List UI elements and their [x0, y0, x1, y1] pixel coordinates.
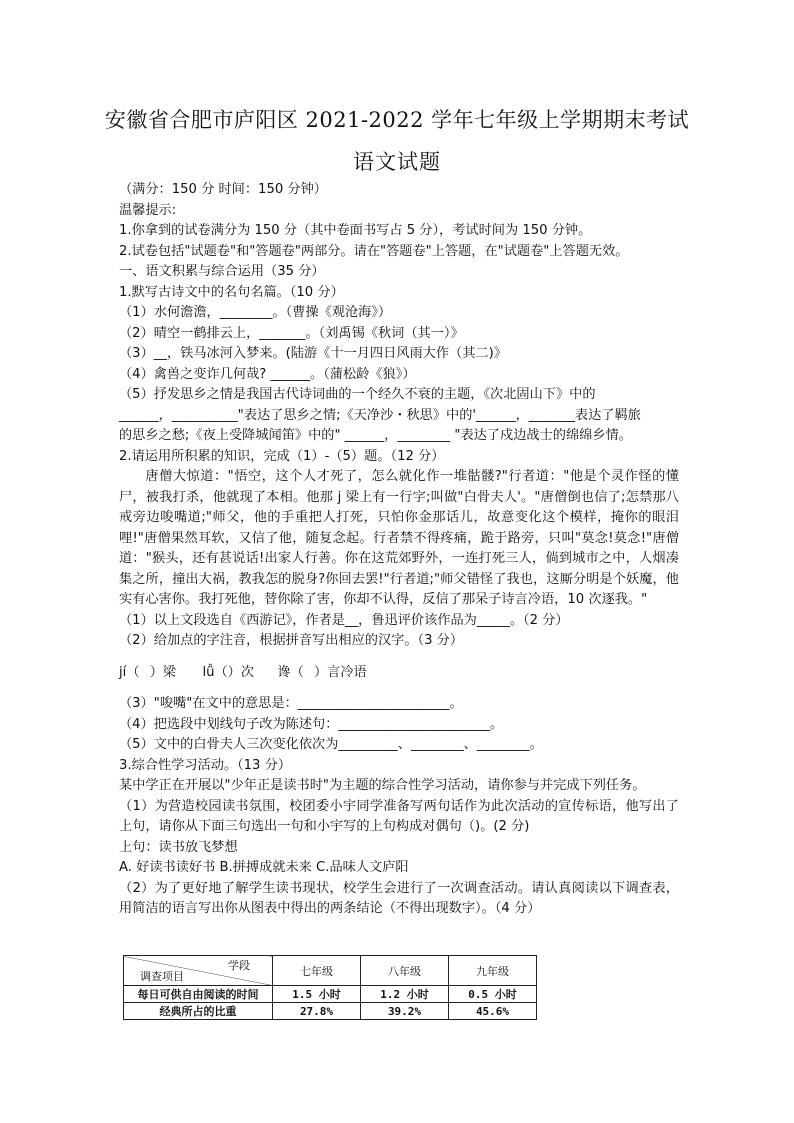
question-1-heading: 1.默写古诗文中的名句名篇。（10 分）: [119, 284, 344, 300]
row-label: 每日可供自由阅读的时间: [124, 986, 273, 1003]
question-1-1: （1）水何澹澹，________。（曹操《观沧海》）: [119, 305, 392, 320]
survey-table: [123, 955, 537, 1020]
question-2-5: （5）文中的白骨夫人三次变化依次为_________、________、________。: [119, 737, 543, 752]
table-cell: 1.5 小时: [273, 986, 361, 1003]
table-row: [124, 1003, 537, 1020]
section-1-heading: 一、语文积累与综合运用（35 分）: [119, 264, 325, 279]
table-header-row: [124, 956, 537, 986]
header-grade-7: 七年级: [273, 956, 361, 986]
table-cell: 27.8%: [273, 1003, 361, 1020]
pinyin-items: jí（ ）梁 lǚ（）次 谗（ ）言冷语: [119, 664, 367, 680]
question-3-heading: 3.综合性学习活动。（13 分）: [119, 757, 292, 773]
question-1-5-line2: ______，__________"表达了思乡之情;《天净沙・秋思》中的'______，_______表达了羁旅: [119, 407, 641, 423]
row-label: 经典所占的比重: [124, 1003, 273, 1020]
question-1-3: （3）__，铁马冰河入梦来。(陆游《十一月四日风雨大作（其二)》: [119, 346, 507, 361]
header-grade-label: 学段: [228, 959, 250, 972]
table-row: [124, 986, 537, 1003]
question-2-2: （2）给加点的字注音，根据拼音写出相应的汉字。（3 分）: [119, 633, 464, 648]
header-grade-8: 八年级: [361, 956, 449, 986]
exam-body: [119, 180, 679, 920]
table-cell: 45.6%: [449, 1003, 537, 1020]
activity-intro: 某中学正在开展以"少年正是读书时"为主题的综合性学习活动，请你参与并完成下列任务。: [119, 778, 646, 793]
question-2-heading: 2.请运用所积累的知识，完成（1）-（5）题。（12 分）: [119, 448, 445, 464]
question-3-2: （2）为了更好地了解学生读书现状，校学生会进行了一次调查活动。请认真阅读以下调查表，用简洁的语言写出你从图表中得出的两条结论（不得出现数字）。（4 分）: [119, 880, 679, 916]
table-corner-cell: [124, 956, 273, 986]
score-time-info: （满分：150 分 时间：150 分钟）: [119, 182, 327, 197]
reading-passage: 唐僧大惊道："悟空，这个人才死了，怎么就化作一堆骷髅?"行者道："他是个灵作怪的懂尸，被我打杀，他就现了本相。他那 j 梁上有一行字;叫做"白骨夫人'。"唐僧倒也信了;怎禁那八戒旁边唆嘴道;"师父，他的手重把人打死，只怕你金那话儿，故意变化这个模样，掩你的眼泪哩!"唐僧果然耳软，又信了他，随复念起。行者禁不得疼痛，跪于路旁，只叫"莫念!莫念!"唐僧道："猴头，还有甚说话!出家人行善。你在这荒郊野外，一连打死三人，倘到城市之中，人烟凑集之所，撞出大祸，教我怎的脱身?你回去罢!"行者道;"师父错怪了我也，这厮分明是个妖魔，他实有心害你。我打死他，替你除了害，你却不认得，反信了那呆子诗言冷语，10 次逐我。": [119, 469, 679, 607]
question-3-1: （1）为营造校园读书氛围，校团委小宇同学准备写两句话作为此次活动的宣传标语，他写出了上句，请你从下面三句选出一句和小宇写的上句构成对偶句（)。(2 分): [119, 798, 679, 834]
tip-1: 1.你拿到的试卷满分为 150 分（其中卷面书写占 5 分），考试时间为 150 分钟。: [119, 223, 592, 238]
header-item-label: 调查项目: [140, 970, 184, 983]
question-2-3: （3）"唆嘴"在文中的意思是：_______________________。: [119, 696, 463, 711]
tips-heading: 温馨提示:: [119, 202, 177, 218]
table-cell: 1.2 小时: [361, 986, 449, 1003]
table-cell: 0.5 小时: [449, 986, 537, 1003]
header-grade-9: 九年级: [449, 956, 537, 986]
question-1-5-line3: 的思乡之愁;《夜上受降城闻笛》中的" ______，________ "表达了戍边战士的绵绵乡情。: [119, 428, 632, 443]
exam-subtitle: 语文试题: [353, 150, 441, 174]
table-cell: 39.2%: [361, 1003, 449, 1020]
upper-line: 上句：读书放飞梦想: [119, 839, 238, 855]
question-2-1: （1）以上文段选自《西游记》，作者是__，鲁迅评价该作品为_____。（2 分）: [119, 612, 569, 628]
question-2-4: （4）把选段中划线句子改为陈述句：_______________________。: [119, 716, 504, 732]
question-1-4: （4）禽兽之变诈几何哉? ______。（蒲松龄《狼》）: [119, 366, 416, 382]
question-1-2: （2）晴空一鹤排云上，_______。（刘禹锡《秋词（其一）》: [119, 325, 464, 341]
tip-2: 2.试卷包括"试题卷"和"答题卷"两部分。请在"答题卷"上答题，在"试题卷"上答题无效。: [119, 243, 629, 259]
options-abc: A. 好读书读好书 B.拼搏成就未来 C.品味人文庐阳: [119, 860, 409, 875]
question-1-5-line1: （5）抒发思乡之情是我国古代诗词曲的一个经久不衰的主题，《次北固山下》中的: [119, 387, 596, 402]
exam-title: 安徽省合肥市庐阳区 2021-2022 学年七年级上学期期末考试: [104, 108, 690, 132]
